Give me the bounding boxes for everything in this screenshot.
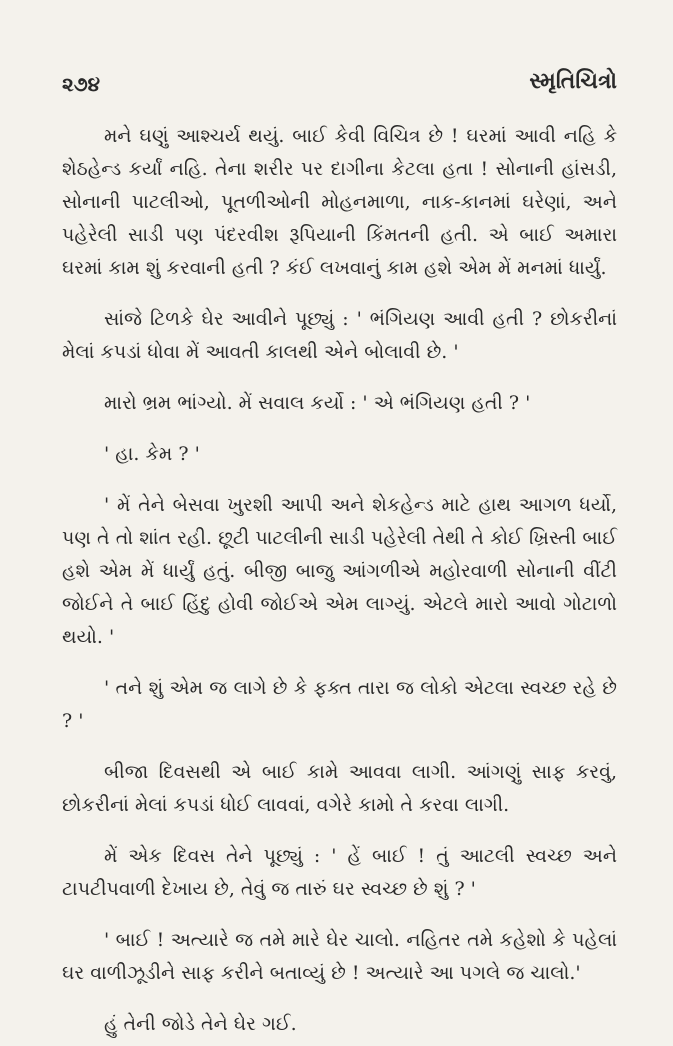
running-title: સ્મૃતિચિત્રો [529, 68, 617, 94]
body-text [62, 120, 617, 1041]
paragraph: મેં એક દિવસ તેને પૂછ્યું : ' હેં બાઈ ! તું આટલી સ્વચ્છ અને ટાપટીપવાળી દેખાય છે, તેવું જ તારું ઘર સ્વચ્છ છે શું ? ' [62, 845, 617, 900]
paragraph: મારો ભ્રમ ભાંગ્યો. મેં સવાલ કર્યો : ' એ ભંગિયણ હતી ? ' [104, 392, 531, 414]
paragraph: ' બાઈ ! અત્યારે જ તમે મારે ઘેર ચાલો. નહિતર તમે કહેશો કે પહેલાં ઘર વાળીઝૂડીને સાફ કરીને બતાવ્યું છે ! અત્યારે આ પગલે જ ચાલો.' [62, 929, 617, 984]
paragraph: સાંજે ટિળકે ઘેર આવીને પૂછ્યું : ' ભંગિયણ આવી હતી ? છોકરીનાં મેલાં કપડાં ધોવા મેં આવતી કાલથી એને બોલાવી છે. ' [62, 308, 617, 363]
page-number: ૨૭૪ [62, 72, 101, 96]
paragraph: બીજા દિવસથી એ બાઈ કામે આવવા લાગી. આંગણું સાફ કરવું, છોકરીનાં મેલાં કપડાં ધોઈ લાવવાં, વગેરે કામો તે કરવા લાગી. [62, 761, 617, 816]
paragraph: ' મેં તેને બેસવા ખુરશી આપી અને શેકહેન્ડ માટે હાથ આગળ ધર્યો, પણ તે તો શાંત રહી. છૂટી પાટલીની સાડી પહેરેલી તેથી તે કોઈ ખ્રિસ્તી બાઈ હશે એમ મેં ધાર્યું હતું. બીજી બાજુ આંગળીએ મહોરવાળી સોનાની વીંટી જોઈને તે બાઈ હિંદુ હોવી જોઈએ એમ લાગ્યું. એટલે મારો આવો ગોટાળો થયો. ' [62, 494, 617, 648]
paragraph: હું તેની જોડે તેને ઘેર ગઈ. [104, 1013, 297, 1035]
paragraph: મને ઘણું આશ્ચર્ય થયું. બાઈ કેવી વિચિત્ર છે ! ઘરમાં આવી નહિ કે શેઠહેન્ડ કર્યાં નહિ. તેના શરીર પર દાગીના કેટલા હતા ! સોનાની હાંસડી, સોનાની પાટલીઓ, પૂતળીઓની મોહનમાળા, નાક-કાનમાં ઘરેણાં, અને પહેરેલી સાડી પણ પંદરવીશ રૂપિયાની કિંમતની હતી. એ બાઈ અમારા ઘરમાં કામ શું કરવાની હતી ? કંઈ લખવાનું કામ હશે એમ મેં મનમાં ધાર્યું. [62, 125, 617, 279]
paragraph: ' હા. કેમ ? ' [104, 443, 200, 465]
page-header [62, 62, 617, 108]
paragraph: ' તને શું એમ જ લાગે છે કે ફક્ત તારા જ લોકો એટલા સ્વચ્છ રહે છે ? ' [62, 677, 617, 732]
